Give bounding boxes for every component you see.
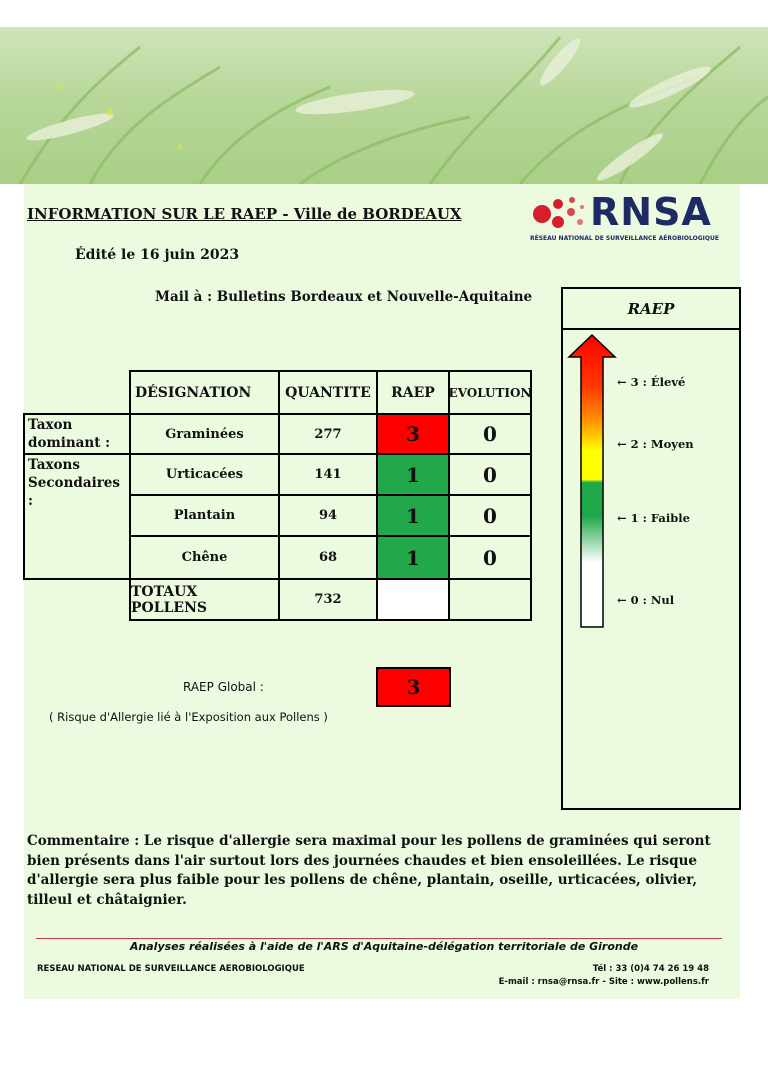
rnsa-logo bbox=[528, 192, 738, 244]
row-quantity: 141 bbox=[278, 453, 378, 496]
row-name: Plantain bbox=[129, 494, 280, 537]
row-raep: 1 bbox=[376, 494, 450, 537]
scale-level-3: ← 3 : Élevé bbox=[617, 375, 686, 389]
global-raep-label: RAEP Global : bbox=[183, 680, 264, 694]
row-quantity: 68 bbox=[278, 535, 378, 580]
totals-raep-empty bbox=[376, 578, 450, 621]
row-name: Graminées bbox=[129, 413, 280, 455]
logo-name: RNSA bbox=[590, 190, 712, 234]
scale-level-2: ← 2 : Moyen bbox=[617, 437, 694, 451]
global-raep-value: 3 bbox=[376, 667, 451, 707]
label-taxon-dominant: Taxon dominant : bbox=[23, 413, 131, 455]
footer-divider bbox=[36, 938, 722, 939]
header-designation: DÉSIGNATION bbox=[129, 370, 280, 415]
global-raep-subtitle: ( Risque d'Allergie lié à l'Exposition aux Pollens ) bbox=[49, 710, 328, 724]
raep-scale-arrow-icon bbox=[566, 333, 618, 630]
scale-level-0: ← 0 : Nul bbox=[617, 593, 675, 607]
totals-evolution-empty bbox=[448, 578, 532, 621]
footer-contact bbox=[450, 963, 709, 988]
totals-quantity: 732 bbox=[278, 578, 378, 621]
grass-banner-image bbox=[0, 27, 768, 184]
header-raep: RAEP bbox=[376, 370, 450, 415]
page-title: INFORMATION SUR LE RAEP - Ville de BORDEAUX bbox=[27, 205, 462, 223]
footer-phone: Tél : 33 (0)4 74 26 19 48 bbox=[592, 964, 709, 974]
row-evolution: 0 bbox=[448, 453, 532, 496]
header-quantity: QUANTITE bbox=[278, 370, 378, 415]
scale-level-1: ← 1 : Faible bbox=[617, 511, 690, 525]
footer-organization: RESEAU NATIONAL DE SURVEILLANCE AEROBIOLOGIQUE bbox=[37, 964, 305, 974]
comment-text: Commentaire : Le risque d'allergie sera maximal pour les pollens de graminées qui seront bien présents dans l'air surtout lors des journées chaudes et bien ensoleillées. Le risque d'allergie sera plus faible pour les pollens de chêne, plantain, oseille, urticacées, olivier, tilleul et châtaignier. bbox=[27, 833, 711, 908]
row-evolution: 0 bbox=[448, 494, 532, 537]
header-evolution: EVOLUTION bbox=[448, 370, 532, 415]
logo-subtitle: RÉSEAU NATIONAL DE SURVEILLANCE AÉROBIOLOGIQUE bbox=[530, 235, 719, 242]
row-evolution: 0 bbox=[448, 413, 532, 455]
row-quantity: 277 bbox=[278, 413, 378, 455]
raep-scale-title: RAEP bbox=[561, 287, 741, 330]
row-name: Urticacées bbox=[129, 453, 280, 496]
totals-label: TOTAUX POLLENS bbox=[129, 578, 280, 621]
row-quantity: 94 bbox=[278, 494, 378, 537]
footer-analysis: Analyses réalisées à l'aide de l'ARS d'Aquitaine-délégation territoriale de Gironde bbox=[129, 940, 639, 953]
label-taxons-secondaires: Taxons Secondaires : bbox=[23, 453, 131, 580]
edition-date: Édité le 16 juin 2023 bbox=[75, 247, 240, 263]
row-raep: 1 bbox=[376, 453, 450, 496]
row-name: Chêne bbox=[129, 535, 280, 580]
mail-line: Mail à : Bulletins Bordeaux et Nouvelle-Aquitaine bbox=[155, 289, 533, 305]
row-raep: 1 bbox=[376, 535, 450, 580]
row-evolution: 0 bbox=[448, 535, 532, 580]
pollen-dots-icon bbox=[528, 194, 588, 234]
row-raep: 3 bbox=[376, 413, 450, 455]
footer-email-site: E-mail : rnsa@rnsa.fr - Site : www.pollens.fr bbox=[498, 976, 709, 987]
